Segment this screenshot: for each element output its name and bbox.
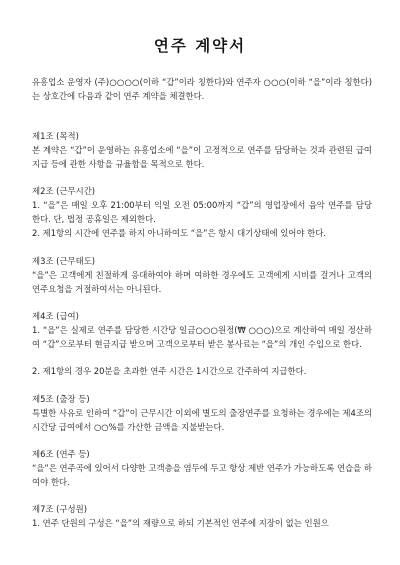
article-4-paragraph-2: 2. 제1항의 경우 20분을 초과한 연주 시간은 1시간으로 간주하여 지급한다. bbox=[32, 366, 307, 376]
article-2-heading: 제2조 (근무시간) bbox=[32, 186, 96, 196]
article-5-paragraph: 특별한 사유로 인하여 “갑”이 근무시간 이외에 별도의 출장연주를 요청하는 경우에는 제4조의 시간당 급여에서 ○○%를 가산한 금액을 지불받는다. bbox=[32, 408, 372, 432]
article-1-paragraph: 본 계약은 “갑”이 운영하는 유흥업소에 “을”이 고정적으로 연주를 담당하는 것과 관련된 급여 지급 등에 관한 사항을 규율함을 목적으로 한다. bbox=[32, 145, 372, 169]
article-6-heading: 제6조 (연주 등) bbox=[32, 449, 90, 459]
article-2-paragraph-1: 1. “을”은 매일 오후 21:00부터 익일 오전 05:00까지 “갑”의 영업장에서 음악 연주를 담당한다. 단, 법정 공휴일은 제외한다. bbox=[32, 200, 372, 224]
article-6-paragraph: “을”은 연주곡에 있어서 다양한 고객층을 염두에 두고 항상 제반 연주가 가능하도록 연습을 하여야 한다. bbox=[32, 463, 372, 487]
article-2-paragraph-2: 2. 제1항의 시간에 연주를 하지 아니하여도 “을”은 항시 대기상태에 있어야 한다. bbox=[32, 228, 326, 238]
article-5-heading: 제5조 (출장 등) bbox=[32, 394, 90, 404]
article-4-heading: 제4조 (급여) bbox=[32, 311, 79, 321]
article-7-paragraph-1: 1. 연주 단원의 구성은 “을”의 재량으로 하되 기본적인 연주에 지장이 없는 인원으 bbox=[32, 518, 329, 528]
article-1-heading: 제1조 (목적) bbox=[32, 131, 79, 141]
article-3-heading: 제3조 (근무태도) bbox=[32, 256, 96, 266]
article-4-paragraph-1: 1. “을”은 실제로 연주를 담당한 시간당 일금○○○원정(₩ ○○○)으로 계산하여 매일 정산하여 “갑”으로부터 현금지급 받으며 고객으로부터 받은 봉사료는 “을”의 개인 수입으로 한다. bbox=[32, 325, 372, 349]
intro-paragraph: 유흥업소 운영자 (주)○○○○(이하 “갑”이라 칭한다)와 연주자 ○○○(이하 “을”이라 칭한다)는 상호간에 다음과 같이 연주 계약을 체결한다. bbox=[32, 77, 372, 101]
document-title: 연주 계약서 bbox=[153, 37, 247, 55]
article-7-heading: 제7조 (구성원) bbox=[32, 504, 87, 514]
article-3-paragraph: “을”은 고객에게 친절하게 응대하여야 하며 여하한 경우에도 고객에게 시비를 걸거나 고객의 연주요청을 거절하여서는 아니된다. bbox=[32, 270, 372, 294]
